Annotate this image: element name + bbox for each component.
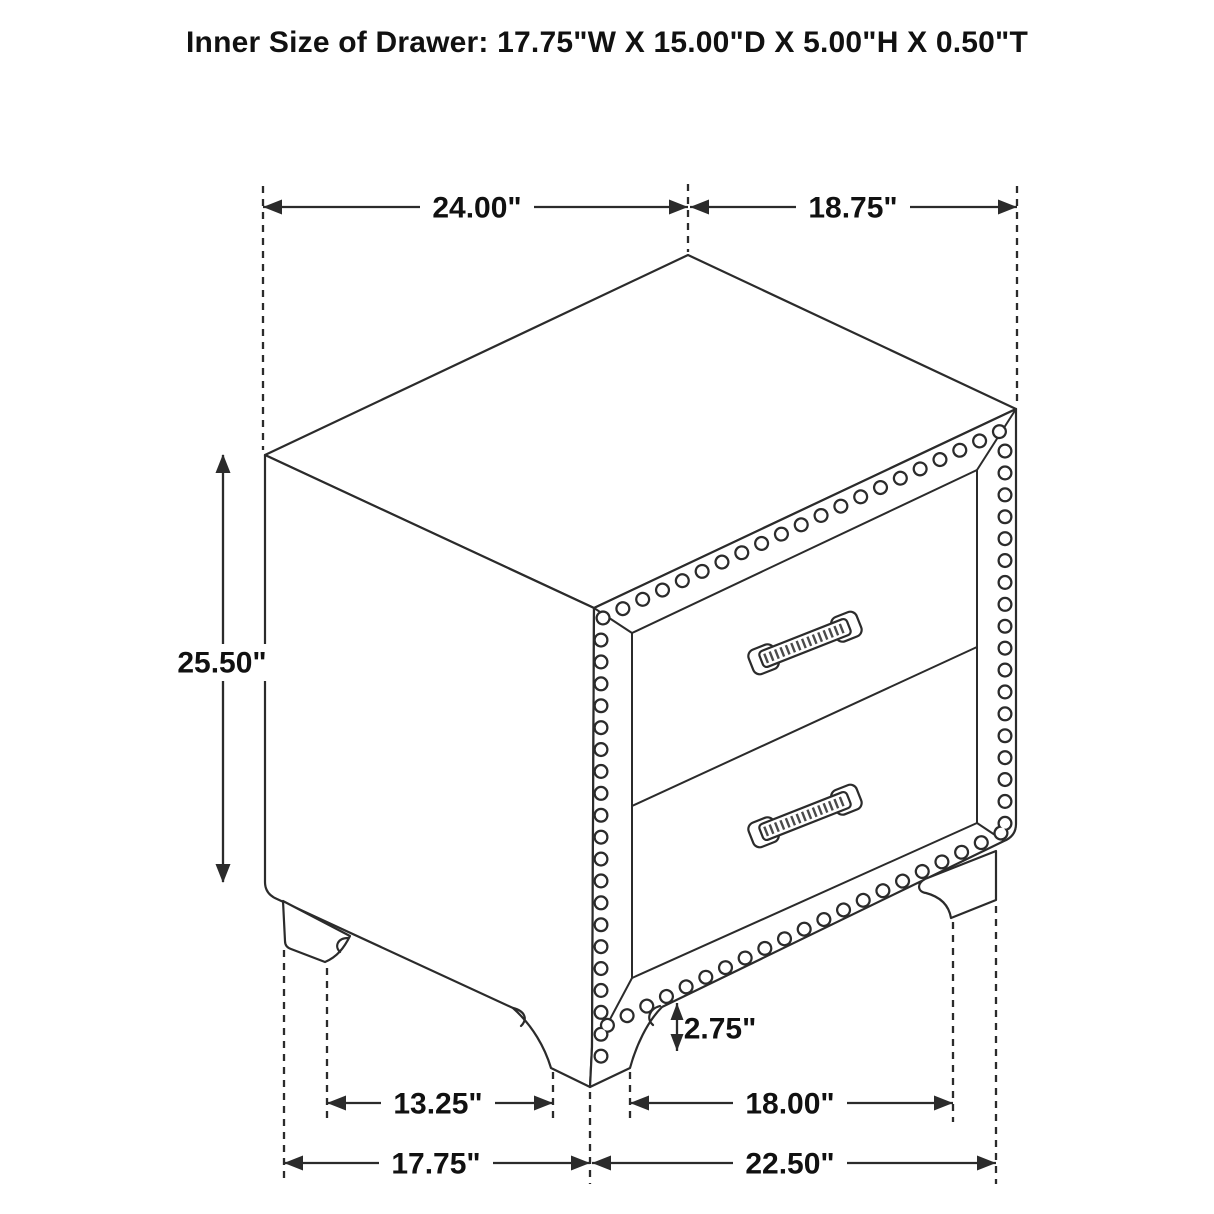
dim-bottom-depth-label: 22.50": [745, 1147, 835, 1181]
dim-top-width-label: 24.00": [432, 191, 522, 225]
dim-side-leg-spacing: [733, 1085, 847, 1121]
nightstand-drawing: [265, 255, 1016, 1087]
dim-height-label: 25.50": [177, 646, 267, 680]
dim-leg-height-label: 2.75": [683, 1012, 757, 1046]
dim-height: [162, 644, 282, 681]
dim-bottom-width: [379, 1145, 493, 1181]
drawer-inner-size-title: Inner Size of Drawer: 17.75"W X 15.00"D X 5.00"H X 0.50"T: [186, 26, 1028, 59]
dim-side-leg-spacing-label: 18.00": [745, 1087, 835, 1121]
dim-top-depth: [796, 189, 910, 225]
dim-top-width: [420, 189, 534, 225]
dim-front-leg-spacing-label: 13.25": [393, 1087, 483, 1121]
dim-bottom-depth: [733, 1145, 847, 1181]
dim-top-depth-label: 18.75": [808, 191, 898, 225]
dim-bottom-width-label: 17.75": [391, 1147, 481, 1181]
dim-front-leg-spacing: [381, 1085, 495, 1121]
dim-leg-height: [684, 1012, 757, 1046]
